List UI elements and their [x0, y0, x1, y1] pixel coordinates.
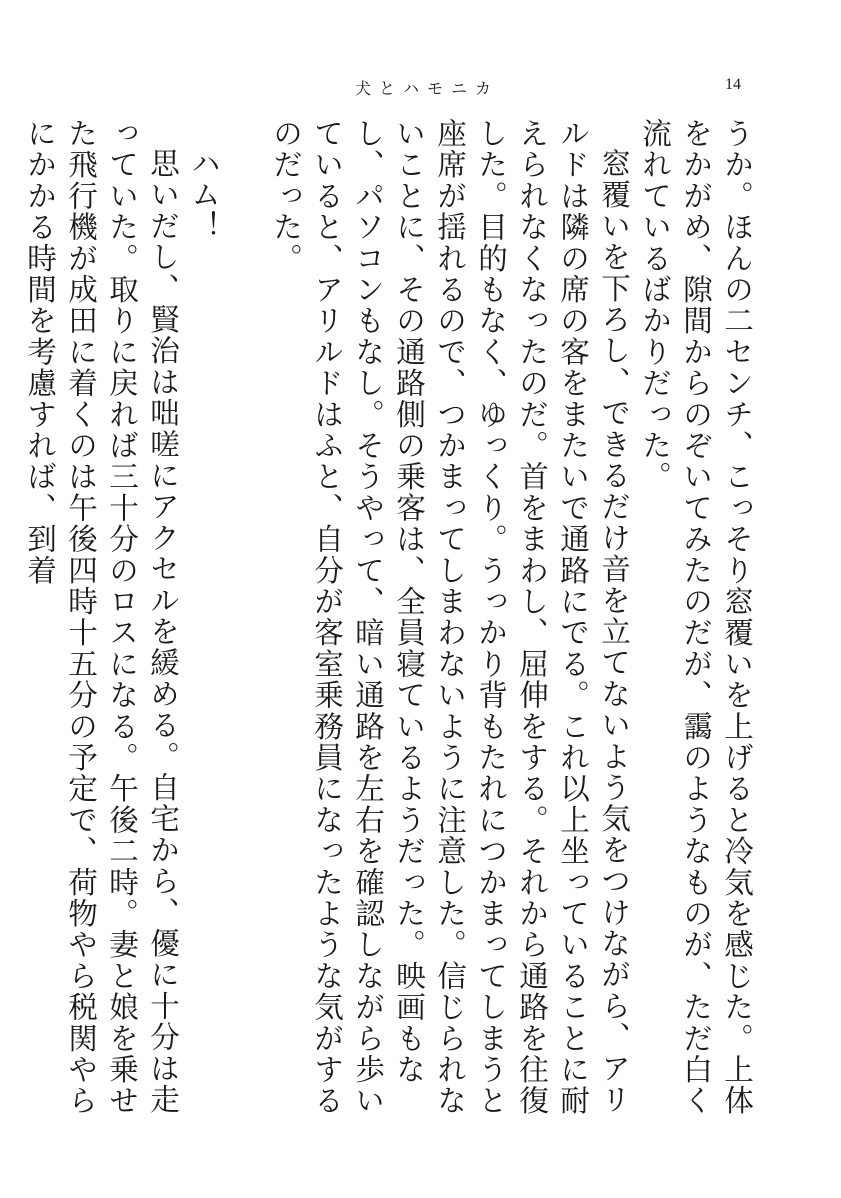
paragraph-3: 思いだし、賢治は咄嗟にアクセルを緩める。自宅から、優に十分は走っていた。取りに戻れば三十分のロスになる。午後二時。妻と娘を乗せた飛行機が成田に着くのは午後四時十五分の予定で、荷物やら税関やらにかかる時間を考慮すれば、到着	[23, 118, 180, 1117]
page-number: 14	[725, 76, 741, 93]
vertical-body-text	[23, 118, 757, 1118]
paragraph-1: うか。ほんの二センチ、こっそり窓覆いを上げると冷気を感じた。上体をかがめ、隙間からのぞいてみたのだが、靄のようなものが、ただ白く流れているばかりだった。	[638, 118, 754, 1117]
blank-line	[224, 118, 265, 1118]
paragraph-exclamation: ハム！	[187, 147, 221, 242]
running-title: 犬とハモニカ	[355, 79, 500, 98]
paragraph-2: 窓覆いを下ろし、できるだけ音を立てないよう気をつけながら、アリルドは隣の席の客をまたいで通路にでる。これ以上坐っていることに耐えられなくなったのだ。首をまわし、屈伸をする。それから通路を往復した。目的もなく、ゆっくり。うっかり背もたれにつかまってしまうと座席が揺れるので、つかまってしまわないように注意した。信じられないことに、その通路側の乗客は、全員寝ているようだった。映画もなし、パソコンもなし。そうやって、暗い通路を左右を確認しながら歩いていると、アリルドはふと、自分が客室乗務員になったような気がするのだった。	[269, 118, 631, 1117]
